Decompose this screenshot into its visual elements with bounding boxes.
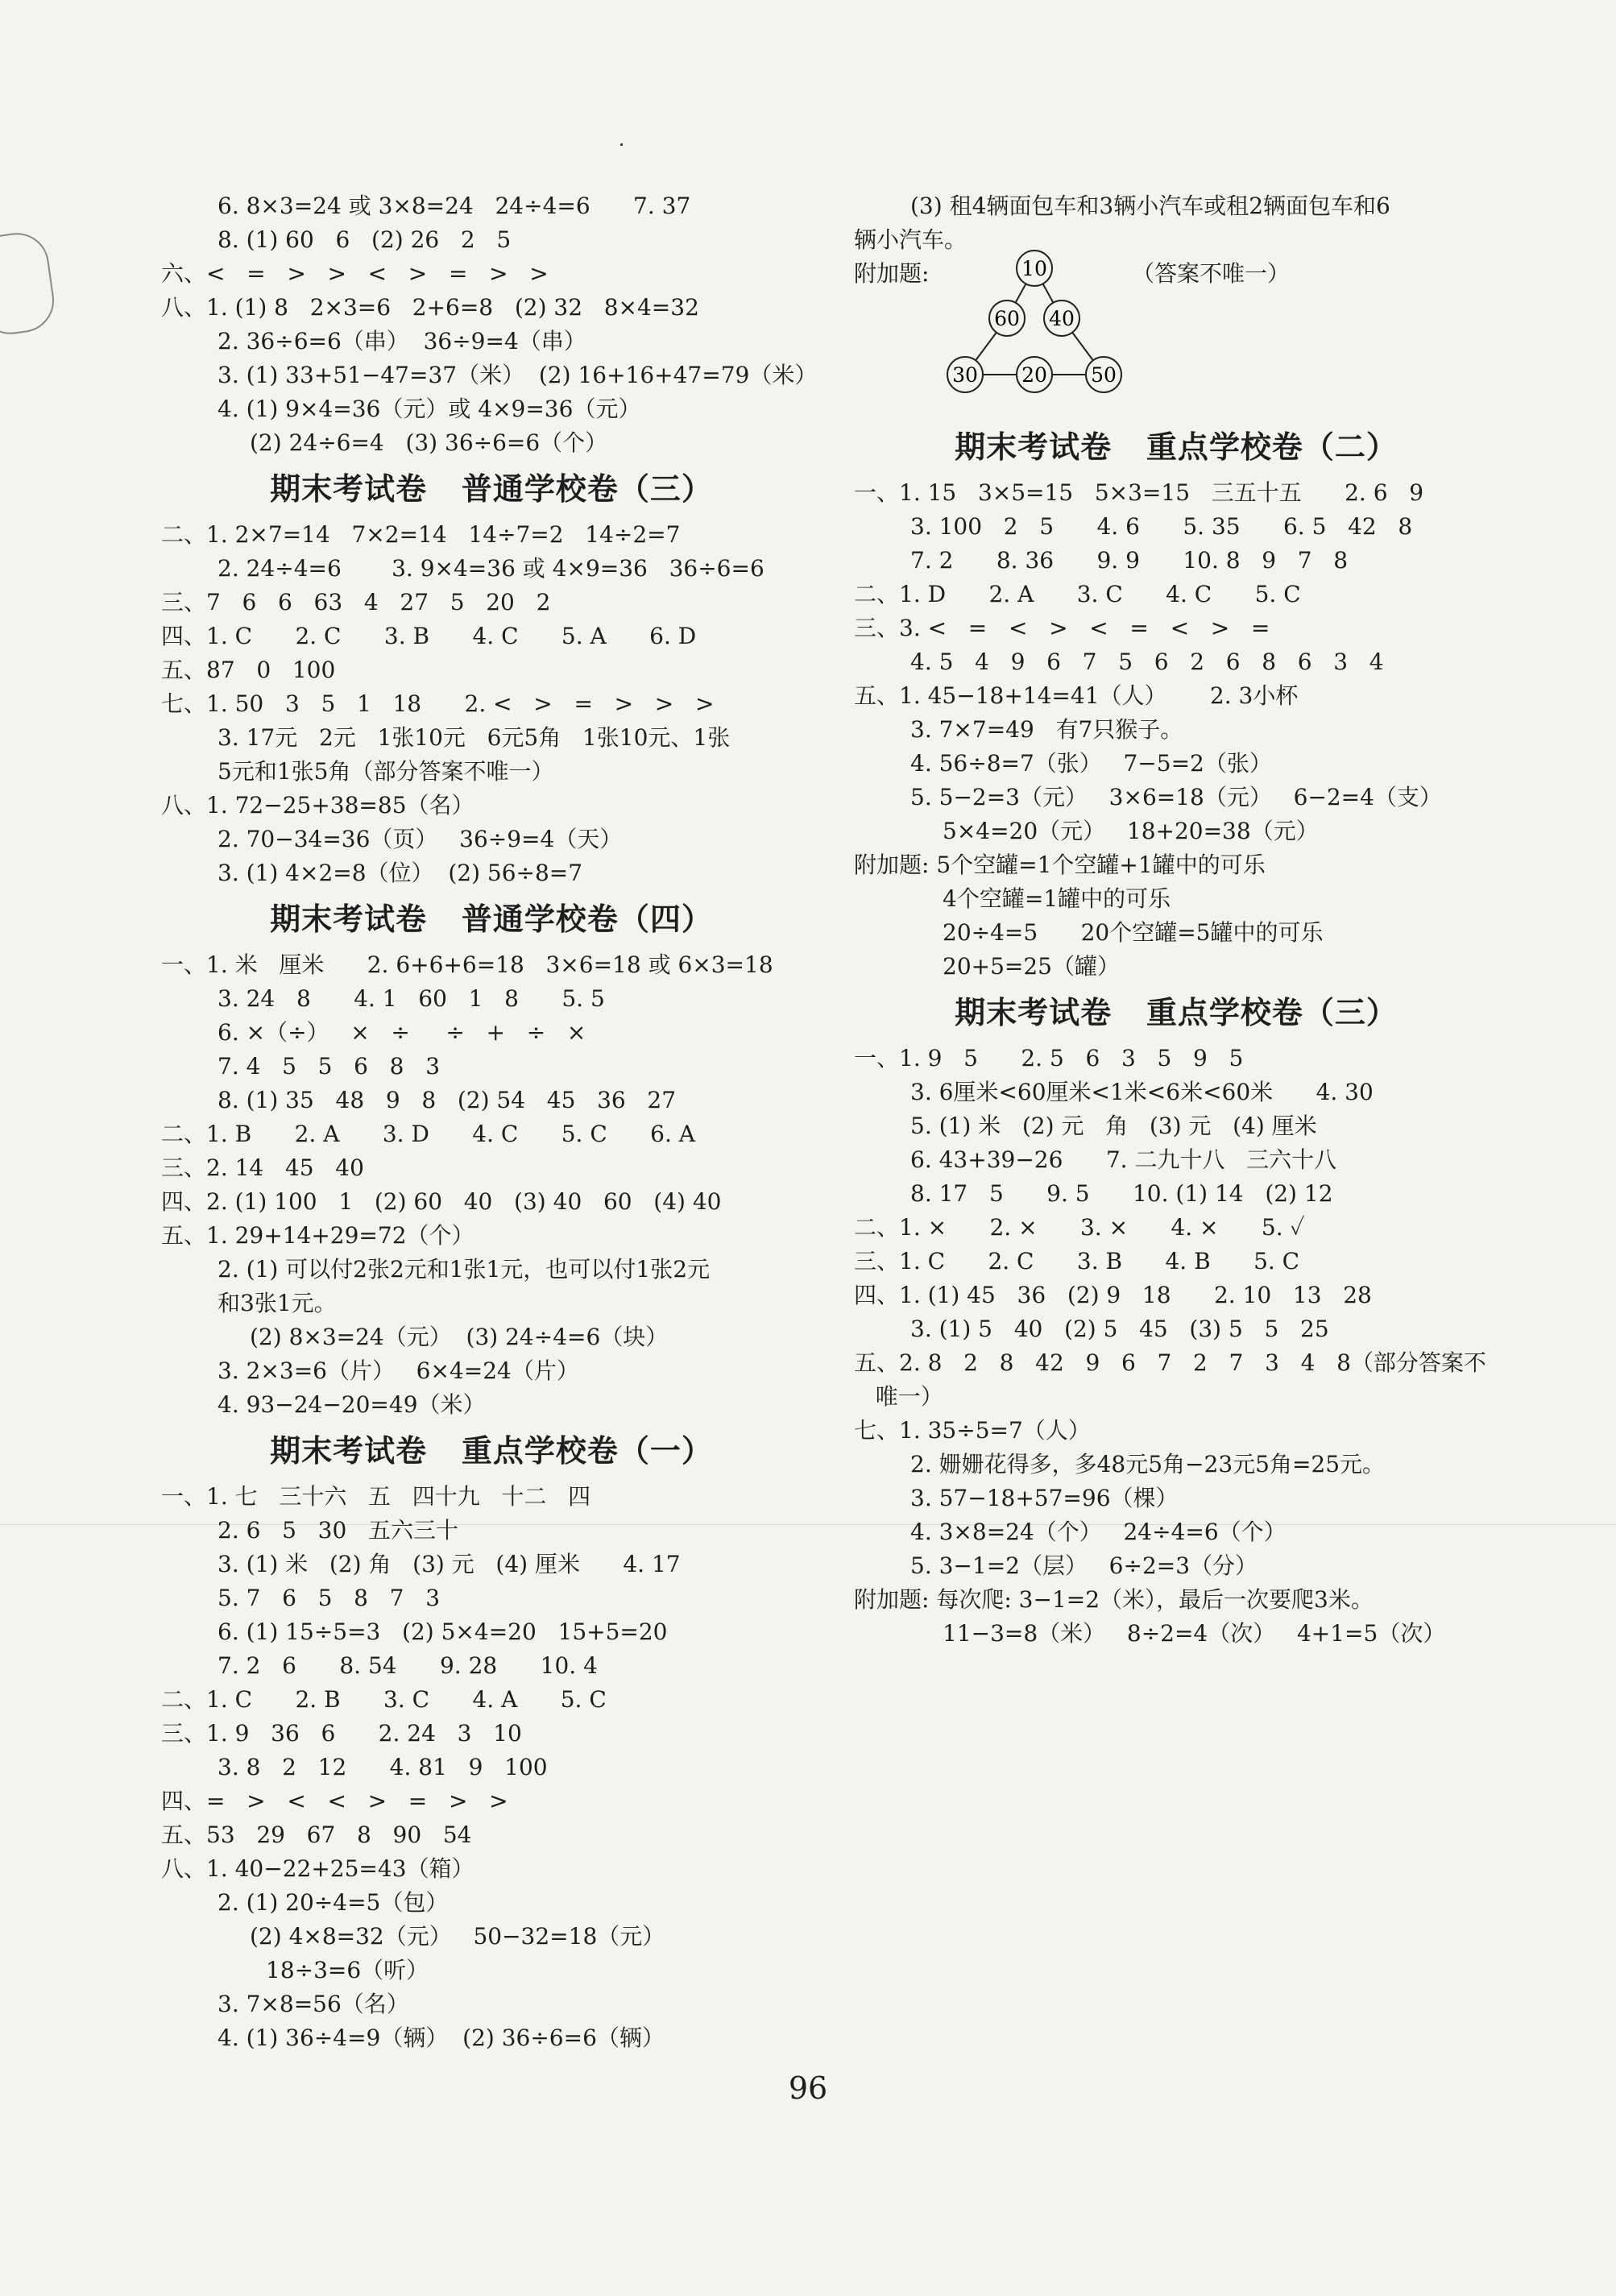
- answer-line: 4. (1) 9×4=36（元）或 4×9=36（元）: [218, 396, 641, 422]
- circle-number: 30: [952, 363, 978, 387]
- answer-line: 7. 4 5 5 6 8 3: [218, 1053, 441, 1080]
- answer-line: 18÷3=6（听）: [266, 1957, 429, 1983]
- answer-line: 一、1. 9 5 2. 5 6 3 5 9 5: [854, 1045, 1244, 1071]
- answer-line: 二、1. × 2. × 3. × 4. × 5. ✓: [854, 1214, 1305, 1241]
- answer-line: 5×4=20（元） 18+20=38（元）: [943, 818, 1319, 844]
- answer-line: 3. 100 2 5 4. 6 5. 35 6. 5 42 8: [910, 513, 1413, 540]
- answer-line: 6. ×（÷） × ÷ ÷ + ÷ ×: [218, 1019, 586, 1046]
- answer-line: 5. 7 6 5 8 7 3: [218, 1585, 441, 1611]
- answer-line: 4. 56÷8=7（张） 7−5=2（张）: [910, 750, 1272, 777]
- bonus-note: （答案不唯一）: [1132, 260, 1291, 287]
- answer-line: 5元和1张5角（部分答案不唯一）: [218, 758, 554, 785]
- answer-line: 八、1. 40−22+25=43（箱）: [161, 1855, 474, 1882]
- answer-line: 3. (1) 米 (2) 角 (3) 元 (4) 厘米 4. 17: [218, 1551, 681, 1577]
- answer-line: 2. 36÷6=6（串） 36÷9=4（串）: [218, 328, 586, 354]
- answer-line: 6. (1) 15÷5=3 (2) 5×4=20 15+5=20: [218, 1618, 668, 1645]
- section-heading: 期末考试卷 普通学校卷（三）: [270, 471, 713, 507]
- answer-line: 2. 6 5 30 五六三十: [218, 1517, 458, 1544]
- answer-line: 和3张1元。: [218, 1290, 337, 1316]
- print-speck: [620, 143, 623, 146]
- answer-line: 5. 5−2=3（元） 3×6=18（元） 6−2=4（支）: [910, 784, 1442, 810]
- circle-number: 50: [1091, 363, 1117, 387]
- answer-line: 6. 8×3=24 或 3×8=24 24÷4=6 7. 37: [218, 193, 691, 219]
- circle-number: 10: [1021, 257, 1047, 280]
- answer-line: 3. 24 8 4. 1 60 1 8 5. 5: [218, 985, 605, 1012]
- answer-line: 4个空罐=1罐中的可乐: [943, 885, 1171, 912]
- answer-line: 三、2. 14 45 40: [161, 1154, 364, 1181]
- answer-line: 八、1. 72−25+38=85（名）: [161, 792, 474, 819]
- answer-line: 三、3. < = < > < = < > =: [854, 615, 1270, 641]
- answer-line: (2) 24÷6=4 (3) 36÷6=6（个）: [250, 429, 608, 456]
- circle-number: 40: [1049, 307, 1075, 330]
- answer-line: 4. 5 4 9 6 7 5 6 2 6 8 6 3 4: [910, 649, 1384, 675]
- answer-line: 二、1. C 2. B 3. C 4. A 5. C: [161, 1686, 607, 1713]
- answer-line: 三、1. 9 36 6 2. 24 3 10: [161, 1720, 522, 1747]
- answer-line: 4. 93−24−20=49（米）: [218, 1391, 486, 1418]
- page-number: 96: [788, 2070, 828, 2106]
- answer-line: 2. (1) 20÷4=5（包）: [218, 1889, 449, 1916]
- answer-line: 3. (1) 33+51−47=37（米） (2) 16+16+47=79（米）: [218, 362, 818, 388]
- answer-line: 4. 3×8=24（个） 24÷4=6（个）: [910, 1519, 1287, 1545]
- answer-line: 5. 3−1=2（层） 6÷2=3（分）: [910, 1552, 1258, 1579]
- stamp-mark: [0, 229, 58, 338]
- answer-line: 唯一）: [854, 1383, 943, 1410]
- section-heading: 期末考试卷 重点学校卷（一）: [270, 1433, 713, 1469]
- answer-line: (2) 8×3=24（元） (3) 24÷4=6（块）: [250, 1324, 669, 1350]
- circle-number: 20: [1021, 363, 1047, 387]
- answer-line: 3. 17元 2元 1张10元 6元5角 1张10元、1张: [218, 724, 731, 751]
- answer-line: 一、1. 15 3×5=15 5×3=15 三五十五 2. 6 9: [854, 479, 1424, 506]
- answer-line: 四、1. (1) 45 36 (2) 9 18 2. 10 13 28: [854, 1282, 1372, 1308]
- answer-line: 附加题: 每次爬: 3−1=2（米），最后一次要爬3米。: [854, 1586, 1374, 1613]
- answer-line: 2. 姗姗花得多，多48元5角−23元5角=25元。: [910, 1451, 1386, 1477]
- answer-line: 2. 24÷4=6 3. 9×4=36 或 4×9=36 36÷6=6: [218, 555, 764, 582]
- answer-line: 6. 43+39−26 7. 二九十八 三六十八: [910, 1146, 1337, 1173]
- answer-line: 五、87 0 100: [161, 657, 336, 683]
- answer-line: 7. 2 8. 36 9. 9 10. 8 9 7 8: [910, 547, 1349, 574]
- answer-line: 11−3=8（米） 8÷2=4（次） 4+1=5（次）: [943, 1620, 1446, 1647]
- circle-number: 60: [994, 307, 1020, 330]
- answer-line: (2) 4×8=32（元） 50−32=18（元）: [250, 1923, 665, 1950]
- answer-line: 8. 17 5 9. 5 10. (1) 14 (2) 12: [910, 1180, 1333, 1207]
- answer-line: 四、= > < < > = > >: [161, 1788, 508, 1814]
- answer-line: 八、1. (1) 8 2×3=6 2+6=8 (2) 32 8×4=32: [161, 294, 699, 321]
- bonus-diagram: [854, 257, 1498, 418]
- answer-line: 一、1. 米 厘米 2. 6+6+6=18 3×6=18 或 6×3=18: [161, 951, 773, 978]
- answer-line: 四、2. (1) 100 1 (2) 60 40 (3) 40 60 (4) 40: [161, 1188, 722, 1215]
- answer-line: 5. (1) 米 (2) 元 角 (3) 元 (4) 厘米: [910, 1113, 1317, 1139]
- answer-line: 五、1. 29+14+29=72（个）: [161, 1222, 474, 1249]
- answer-line: 二、1. D 2. A 3. C 4. C 5. C: [854, 581, 1301, 607]
- answer-line: 七、1. 50 3 5 1 18 2. < > = > > >: [161, 690, 715, 717]
- answer-line: 20+5=25（罐）: [943, 953, 1120, 980]
- number-triangle: [934, 247, 1128, 417]
- answer-line: 五、2. 8 2 8 42 9 6 7 2 7 3 4 8（部分答案不: [854, 1349, 1486, 1376]
- answer-line: 一、1. 七 三十六 五 四十九 十二 四: [161, 1483, 591, 1510]
- answer-line: 20÷4=5 20个空罐=5罐中的可乐: [943, 919, 1324, 946]
- answer-line: 3. (1) 5 40 (2) 5 45 (3) 5 5 25: [910, 1316, 1329, 1342]
- answer-line: 3. 7×7=49 有7只猴子。: [910, 716, 1183, 743]
- section-heading: 期末考试卷 重点学校卷（二）: [955, 429, 1398, 465]
- answer-line: 六、< = > > < > = > >: [161, 260, 549, 287]
- right-column: [854, 189, 1498, 1651]
- answer-line: 二、1. B 2. A 3. D 4. C 5. C 6. A: [161, 1121, 696, 1147]
- answer-line: 2. (1) 可以付2张2元和1张1元，也可以付1张2元: [218, 1256, 711, 1283]
- answer-line: 3. 2×3=6（片） 6×4=24（片）: [218, 1357, 579, 1384]
- answer-line: 3. 6厘米<60厘米<1米<6米<60米 4. 30: [910, 1079, 1374, 1105]
- answer-line: 附加题: 5个空罐=1个空罐+1罐中的可乐: [854, 852, 1266, 878]
- answer-line: (3) 租4辆面包车和3辆小汽车或租2辆面包车和6: [910, 193, 1390, 219]
- answer-line: 3. 8 2 12 4. 81 9 100: [218, 1754, 548, 1780]
- left-column: [161, 189, 822, 2055]
- answer-line: 8. (1) 35 48 9 8 (2) 54 45 36 27: [218, 1087, 677, 1113]
- answer-line: 三、1. C 2. C 3. B 4. B 5. C: [854, 1248, 1300, 1274]
- answer-line: 五、53 29 67 8 90 54: [161, 1821, 472, 1848]
- answer-line: 3. 57−18+57=96（棵）: [910, 1485, 1179, 1511]
- section-heading: 期末考试卷 重点学校卷（三）: [955, 995, 1398, 1030]
- answer-line: 二、1. 2×7=14 7×2=14 14÷7=2 14÷2=7: [161, 521, 681, 548]
- answer-line: 4. (1) 36÷4=9（辆） (2) 36÷6=6（辆）: [218, 2025, 665, 2051]
- answer-line: 三、7 6 6 63 4 27 5 20 2: [161, 589, 551, 615]
- bonus-label: 附加题:: [854, 260, 930, 287]
- answer-line: 辆小汽车。: [854, 226, 968, 253]
- answer-line: 3. (1) 4×2=8（位） (2) 56÷8=7: [218, 860, 583, 886]
- answer-line: 五、1. 45−18+14=41（人） 2. 3小杯: [854, 682, 1299, 709]
- answer-line: 3. 7×8=56（名）: [218, 1991, 409, 2017]
- answer-line: 7. 2 6 8. 54 9. 28 10. 4: [218, 1652, 598, 1679]
- answer-line: 四、1. C 2. C 3. B 4. C 5. A 6. D: [161, 623, 697, 649]
- answer-line: 七、1. 35÷5=7（人）: [854, 1417, 1091, 1444]
- section-heading: 期末考试卷 普通学校卷（四）: [270, 901, 713, 937]
- answer-line: 2. 70−34=36（页） 36÷9=4（天）: [218, 826, 623, 852]
- answer-line: 8. (1) 60 6 (2) 26 2 5: [218, 226, 512, 253]
